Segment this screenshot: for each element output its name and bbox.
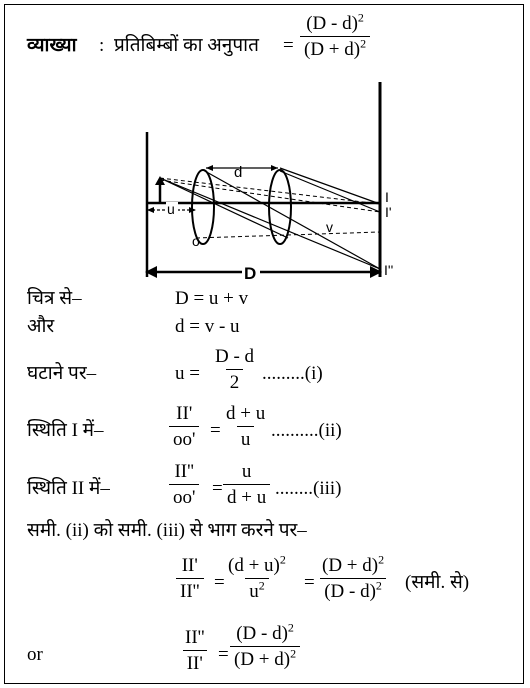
case-I-right-numerator: d + u	[226, 403, 266, 424]
heading-exponent-bottom: 2	[360, 36, 367, 51]
ray-5	[280, 171, 380, 212]
image-I-label: I	[385, 189, 389, 205]
final-left-fraction	[181, 628, 209, 673]
image-I-double-prime-label: I''	[384, 262, 394, 278]
equation-tag-ii: ..........(ii)	[271, 420, 342, 441]
u-lhs: u =	[175, 363, 200, 384]
final-right-denominator: (D + d)	[234, 649, 291, 670]
ratio-left-denominator: II''	[176, 578, 204, 601]
ratio-left-numerator: II'	[181, 555, 198, 576]
case-II-left-denominator: oo'	[169, 484, 199, 507]
case-I-right-fraction	[222, 404, 269, 449]
heading-numerator: (D - d)	[306, 13, 358, 34]
heading-denominator: (D + d)	[304, 39, 361, 60]
case-II-right-fraction	[223, 462, 270, 507]
equation-d: d = v - u	[175, 316, 240, 337]
final-left-denominator: II'	[183, 650, 207, 673]
final-right-numerator: (D - d)	[236, 623, 288, 644]
ratio-equals-2: =	[304, 572, 315, 593]
case-II-left-numerator: II''	[174, 461, 194, 482]
final-left-numerator: II''	[185, 627, 205, 648]
explanation-label: व्याख्या	[27, 35, 77, 56]
ratio-right-exponent-top: 2	[378, 552, 385, 567]
case-II-right-numerator: u	[241, 461, 252, 482]
case-I-left-denominator: oo'	[169, 426, 199, 449]
case-II-left-fraction	[169, 462, 199, 507]
d-label: d	[234, 164, 243, 181]
D-label: D	[244, 264, 257, 282]
image-I-prime-label: I'	[385, 204, 392, 220]
d-arrow-left	[206, 165, 213, 171]
case-I-equals: =	[210, 420, 221, 441]
ratio-right-exponent-bottom: 2	[375, 578, 382, 593]
heading-exponent-top: 2	[357, 10, 364, 25]
lens-position-2	[269, 170, 291, 244]
u-label: u	[167, 201, 175, 217]
equation-tag-iii: ........(iii)	[275, 478, 342, 499]
equation-tag-i: .........(i)	[262, 363, 323, 384]
case-I-right-denominator: u	[237, 426, 255, 449]
final-equals: =	[218, 644, 229, 665]
u-fraction-denominator: 2	[226, 369, 244, 392]
ray-3	[280, 168, 380, 204]
divide-instruction: समी. (ii) को समी. (iii) से भाग करने पर–	[27, 520, 307, 541]
and-label: और	[27, 316, 55, 337]
equation-D: D = u + v	[175, 288, 249, 309]
ratio-middle-denominator: u	[249, 581, 259, 602]
ratio-right-numerator: (D + d)	[322, 555, 379, 576]
case-II-equals: =	[212, 478, 223, 499]
case-I-left-numerator: II'	[176, 403, 193, 424]
lens-displacement-diagram	[130, 82, 410, 282]
ratio-middle-fraction	[224, 552, 290, 602]
case-I-label: स्थिति I में–	[27, 420, 104, 441]
ratio-right-fraction	[318, 552, 388, 602]
or-label: or	[27, 644, 43, 665]
from-equation-note: (समी. से)	[405, 572, 470, 593]
ratio-middle-exponent-top: 2	[279, 552, 286, 567]
heading-text: प्रतिबिम्बों का अनुपात	[114, 35, 259, 56]
case-I-left-fraction	[169, 404, 199, 449]
ray-2	[203, 170, 380, 269]
final-right-exponent-bottom: 2	[290, 646, 297, 661]
v-label: v	[326, 219, 333, 235]
ratio-middle-exponent-bottom: 2	[258, 578, 265, 593]
ratio-middle-numerator: (d + u)	[228, 555, 280, 576]
case-II-label: स्थिति II में–	[27, 478, 110, 499]
heading-ratio	[300, 10, 370, 60]
case-II-right-denominator: d + u	[223, 484, 270, 507]
heading-separator: :	[99, 35, 105, 56]
on-subtracting-label: घटाने पर–	[27, 363, 97, 384]
ratio-right-denominator: (D - d)	[324, 581, 376, 602]
ratio-left-fraction	[176, 556, 204, 601]
ratio-equals-1: =	[214, 572, 225, 593]
final-right-fraction	[230, 620, 300, 670]
from-figure-label: चित्र से–	[27, 288, 82, 309]
o-label: o	[192, 233, 200, 249]
u-fraction	[211, 347, 258, 392]
u-fraction-numerator: D - d	[215, 346, 255, 367]
heading-equals: =	[283, 35, 294, 56]
final-right-exponent-top: 2	[287, 620, 294, 635]
